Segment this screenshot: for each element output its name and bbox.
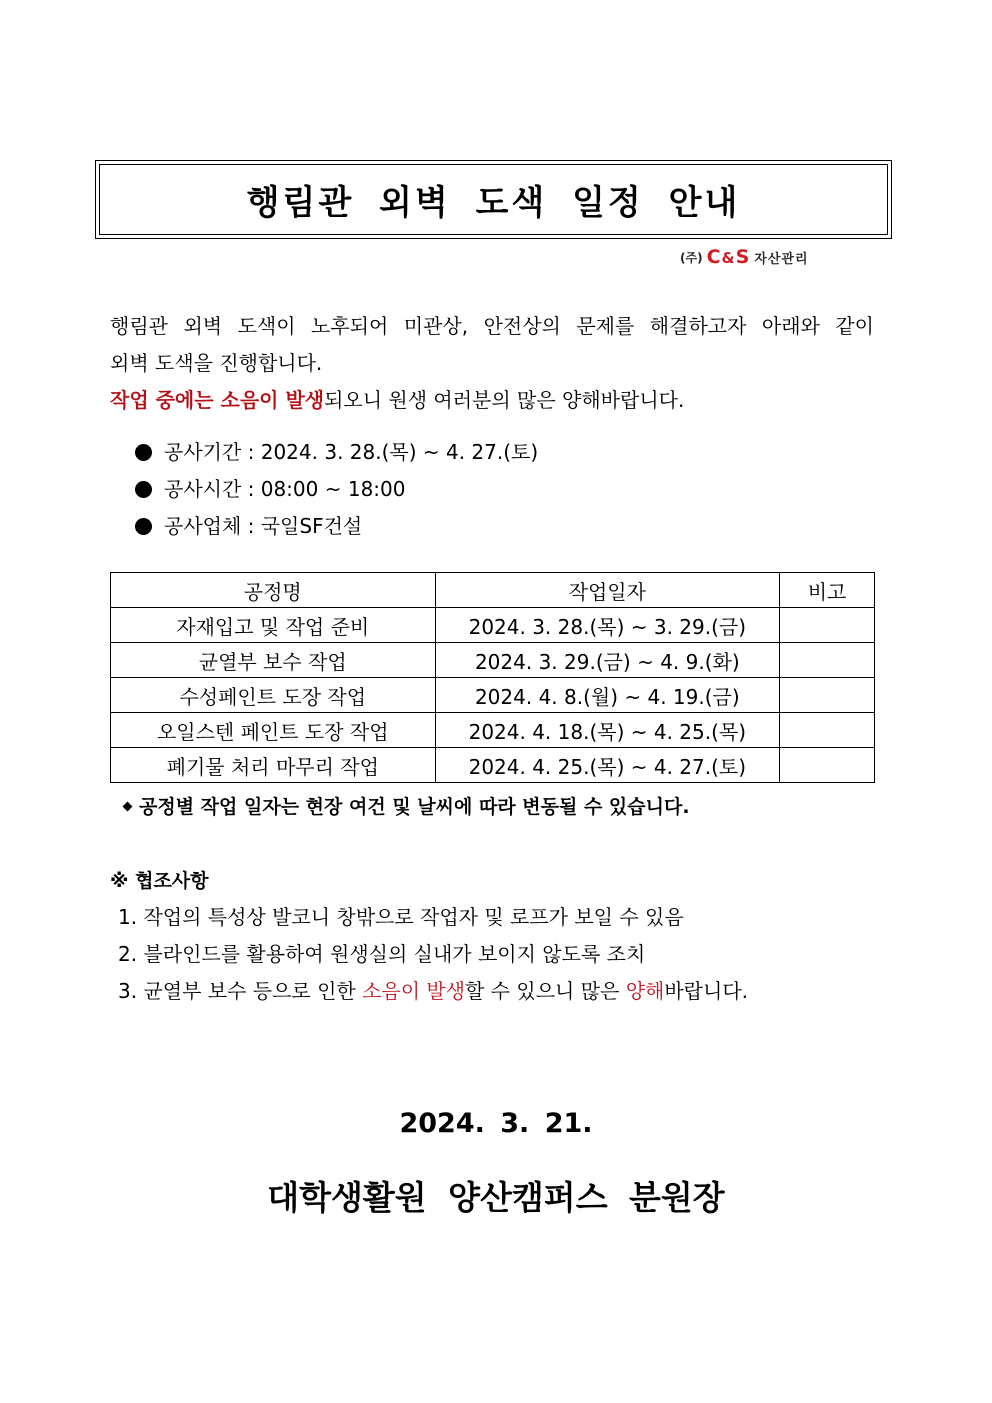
table-row: 수성페인트 도장 작업 2024. 4. 8.(월) ~ 4. 19.(금)	[111, 678, 875, 713]
noise-warning: 작업 중에는 소음이 발생	[110, 388, 325, 412]
intro-paragraph	[110, 308, 874, 419]
table-row: 균열부 보수 작업 2024. 3. 29.(금) ~ 4. 9.(화)	[111, 643, 875, 678]
info-period: 공사기간 : 2024. 3. 28.(목) ~ 4. 27.(토)	[135, 434, 538, 471]
cooperation-item: 1. 작업의 특성상 발코니 창밖으로 작업자 및 로프가 보일 수 있음	[118, 905, 684, 929]
cooperation-heading: ※ 협조사항	[110, 870, 209, 892]
info-contractor: 공사업체 : 국일SF건설	[135, 508, 538, 545]
intro-line-3: 작업 중에는 소음이 발생되오니 원생 여러분의 많은 양해바랍니다.	[110, 388, 685, 412]
title-box	[95, 160, 892, 239]
intro-line-2: 외벽 도색을 진행합니다.	[110, 351, 323, 375]
cooperation-item: 2. 블라인드를 활용하여 원생실의 실내가 보이지 않도록 조치	[118, 942, 646, 966]
bullet-icon	[135, 444, 152, 461]
header-note: 비고	[780, 573, 875, 608]
info-list	[135, 434, 538, 545]
table-row: 자재입고 및 작업 준비 2024. 3. 28.(목) ~ 3. 29.(금)	[111, 608, 875, 643]
cooperation-list	[118, 899, 748, 1010]
logo-brand: C&S	[706, 246, 751, 268]
table-row: 폐기물 처리 마무리 작업 2024. 4. 25.(목) ~ 4. 27.(토)	[111, 748, 875, 783]
header-dates: 작업일자	[435, 573, 780, 608]
cooperation-item: 3. 균열부 보수 등으로 인한 소음이 발생할 수 있으니 많은 양해바랍니다.	[118, 979, 748, 1003]
signature: 대학생활원 양산캠퍼스 분원장	[267, 1178, 725, 1217]
info-hours: 공사시간 : 08:00 ~ 18:00	[135, 471, 538, 508]
document-title: 행림관 외벽 도색 일정 안내	[246, 183, 741, 223]
diamond-bullet-icon	[123, 801, 133, 811]
table-header-row	[111, 573, 875, 608]
logo-suffix: 자산관리	[754, 251, 809, 267]
logo-prefix: (주)	[680, 250, 703, 265]
schedule-note: 공정별 작업 일자는 현장 여건 및 날씨에 따라 변동될 수 있습니다.	[120, 792, 690, 822]
bullet-icon	[135, 481, 152, 498]
header-process: 공정명	[111, 573, 436, 608]
table-row: 오일스텐 페인트 도장 작업 2024. 4. 18.(목) ~ 4. 25.(목)	[111, 713, 875, 748]
schedule-table	[110, 572, 875, 783]
intro-line-1: 행림관 외벽 도색이 노후되어 미관상, 안전상의 문제를 해결하고자 아래와 같이	[110, 314, 874, 338]
issue-date: 2024. 3. 21.	[399, 1108, 593, 1139]
title-inner-border	[99, 164, 888, 235]
company-logo	[680, 246, 809, 268]
bullet-icon	[135, 518, 152, 535]
